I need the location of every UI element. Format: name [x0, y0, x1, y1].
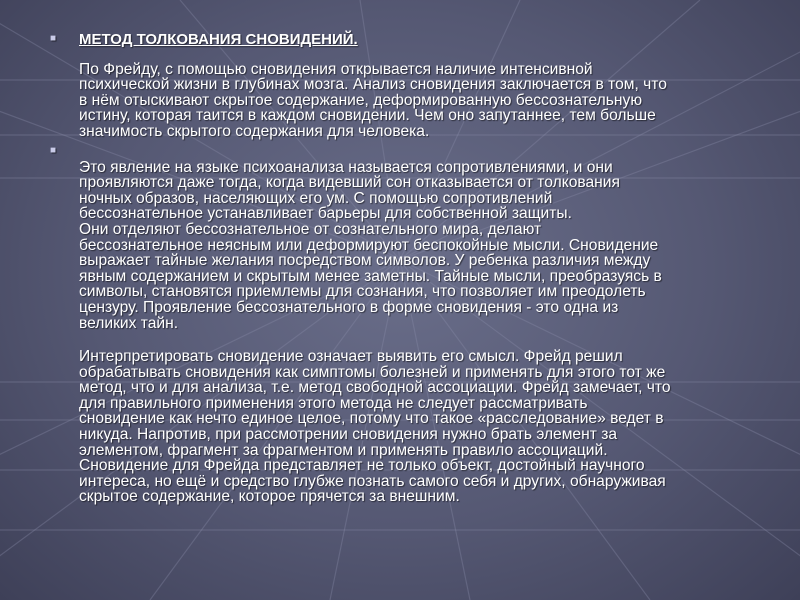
paragraph-3: Интерпретировать сновидение означает выявить его смысл. Фрейд решил обрабатывать сновидения как симптомы болезней и применять для этого тот же метод, что и для анализа, т.е. метод свободной ассоциации. Фрейд замечает, что для правильного применения этого метода не следует рассматривать сновидение как нечто единое целое, потому что такое «расследование» ведет в никуда. Напротив, при рассмотрении сновидения нужно брать элемент за элементом, фрагмент за фрагментом и применять правило ассоциаций. Сновидение для Фрейда представляет не только объект, достойный научного интереса, но ещё и средство глубже познать самого себя и других, обнаруживая скрытое содержание, которое прячется за внешним.: [79, 348, 671, 506]
slide-heading: МЕТОД ТОЛКОВАНИЯ СНОВИДЕНИЙ.: [79, 31, 358, 48]
paragraph-2: Это явление на языке психоанализа называется сопротивлениями, и они проявляются даже тогда, когда видевший сон отказывается от толкования ночных образов, населяющих его ум. С помощью сопротивлений бессознательное устанавливает барьеры для собственной защиты. Они отделяют бессознательное от сознательного мира, делают бессознательное неясным или деформируют беспокойные мысли. Сновидение выражает тайные желания посредством символов. У ребенка различия между явным содержанием и скрытым менее заметны. Тайные мысли, преобразуясь в символы, становятся приемлемы для сознания, что позволяет им преодолеть цензуру. Проявление бессознательного в форме сновидения - это одна из великих тайн.: [79, 158, 662, 332]
bullet-icon: ■: [50, 144, 57, 156]
paragraph-1: По Фрейду, с помощью сновидения открывается наличие интенсивной психической жизни в глубинах мозга. Анализ сновидения заключается в том, что в нём отыскивают скрытое содержание, деформированную бессознательную истину, которая таится в каждом сновидении. Чем оно запутаннее, тем больше значимость скрытого содержания для человека.: [79, 60, 667, 140]
slide-content: [50, 32, 770, 505]
bullet-icon: ■: [50, 33, 57, 44]
bullet-item-1: [50, 32, 770, 140]
bullet-item-2: [50, 144, 770, 505]
